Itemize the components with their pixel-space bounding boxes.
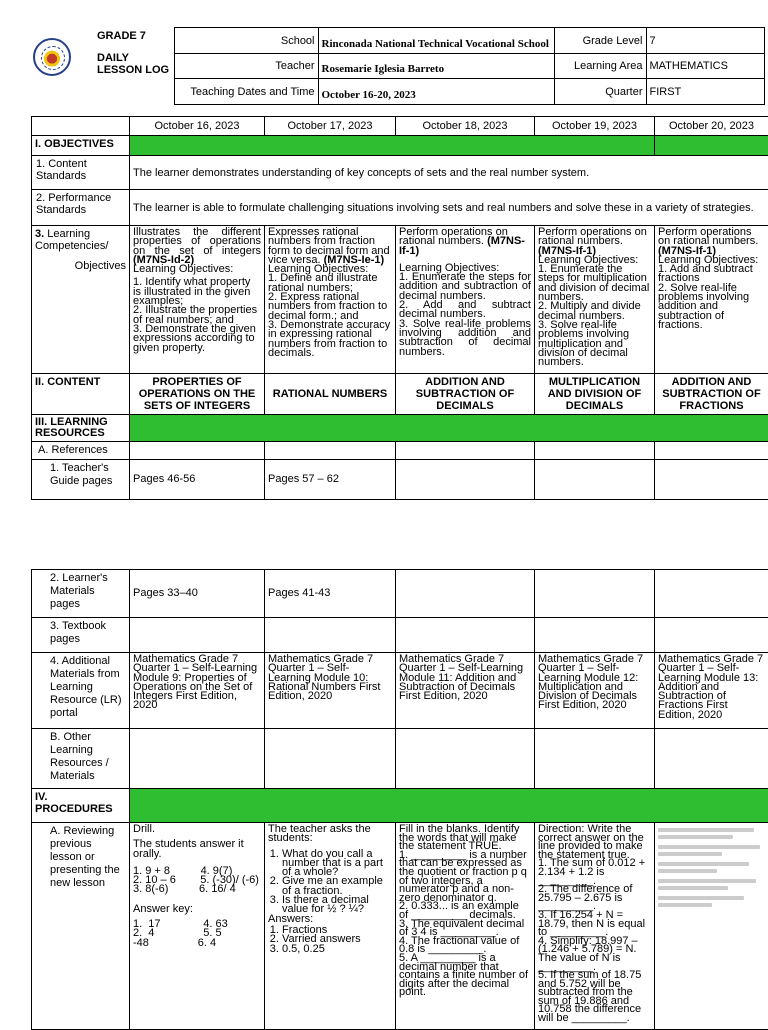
lesson-table-1	[31, 116, 768, 500]
daily-title: DAILY	[97, 52, 169, 64]
content-heading: II. CONTENT	[32, 374, 130, 415]
performance-standards-label: 2. Performance Standards	[32, 190, 130, 226]
day-header-5: October 20, 2023	[655, 117, 768, 136]
lo-list-4: 1. Enumerate the steps for multiplication and division of decimal numbers. 2. Multiply and divide decimal numbers. 3. Solve real-life problems involving multiplication and division of decimal numbers.	[538, 265, 651, 367]
teachers-guide-label: 1. Teacher's Guide pages	[32, 460, 130, 500]
learning-area-value: MATHEMATICS	[646, 54, 764, 79]
textbook-cell-5	[655, 618, 768, 653]
competencies-number: 3.	[35, 228, 44, 240]
procedures-bar	[130, 789, 768, 823]
competency-day-2	[265, 226, 396, 374]
learners-materials-label: 2. Learner's Materials pages	[32, 570, 130, 618]
objectives-bar-end	[655, 136, 768, 156]
other-cell-5	[655, 729, 768, 789]
add-materials-4: Mathematics Grade 7 Quarter 1 – Self-Learning Module 12: Multiplication and Division of Decimals First Edition, 2020	[535, 653, 655, 729]
deped-seal-icon	[33, 38, 71, 76]
tg-pages-5	[655, 460, 768, 500]
lo-title-3: Learning Objectives:	[399, 264, 531, 273]
day-header-3: October 18, 2023	[396, 117, 535, 136]
grade-level-label: Grade Level	[554, 28, 646, 54]
add-materials-3: Mathematics Grade 7 Quarter 1 – Self-Learning Module 11: Addition and Subtraction of Decimals First Edition, 2020	[396, 653, 535, 729]
other-cell-4	[535, 729, 655, 789]
resources-heading: III. LEARNING RESOURCES	[32, 415, 130, 442]
dates-value: October 16-20, 2023	[318, 79, 554, 105]
objectives-bar	[130, 136, 655, 156]
lesson-log-title: LESSON LOG	[97, 64, 169, 76]
question-2: 2. Give me an example of a fraction.	[282, 877, 392, 896]
lesson-table-2	[31, 569, 768, 1030]
performance-standards-text: The learner is able to formulate challenging situations involving sets and real numbers and solve these in a variety of strategies.	[130, 190, 768, 226]
learning-area-label: Learning Area	[554, 54, 646, 79]
day-header-4: October 19, 2023	[535, 117, 655, 136]
review-day-1	[130, 823, 265, 1030]
dates-label: Teaching Dates and Time	[174, 79, 318, 105]
competency-day-5	[655, 226, 768, 374]
answer-3: 3. 0.5, 0.25	[282, 945, 392, 954]
resources-bar	[130, 415, 768, 442]
competencies-label-text: Learning Competencies/	[35, 228, 108, 252]
quarter-label: Quarter	[554, 79, 646, 105]
content-day-5: ADDITION AND SUBTRACTION OF FRACTIONS	[655, 374, 768, 415]
other-cell-3	[396, 729, 535, 789]
header-table	[31, 27, 765, 105]
lo-title-4: Learning Objectives:	[538, 256, 651, 265]
add-materials-2: Mathematics Grade 7 Quarter 1 – Self-Learning Module 10: Rational Numbers First Edition, 2020	[265, 653, 396, 729]
review-day-2	[265, 823, 396, 1030]
competency-text-2: Expresses rational numbers from fraction form to decimal form and vice versa. (M7NS-Ie-1)	[268, 228, 392, 265]
lm-pages-5	[655, 570, 768, 618]
textbook-cell-1	[130, 618, 265, 653]
references-cell-1	[130, 442, 265, 460]
competency-day-1	[130, 226, 265, 374]
answer-2: 2. Varried answers	[282, 935, 392, 944]
review-label: A. Reviewing previous lesson or presenting the new lesson	[32, 823, 130, 1030]
corner-cell	[32, 117, 130, 136]
review-day-4: Direction: Write the correct answer on the line provided to make the statement true. 1. The sum of 0.012 + 2.134 + 1.2 is _________. 2. The difference of 25.795 – 2.675 is _________. 3. If 16.254 + N = 18.79, then N is equal to _________. 4. Simplify: 18.997 – (1.246 + 5.789) = N. The value of N is _________. 5. If the sum of 18.75 and 5.752 will be subtracted from the sum of 19.886 and 10.758 the difference will be _________.	[535, 823, 655, 1030]
content-standards-label: 1. Content Standards	[32, 156, 130, 190]
references-cell-4	[535, 442, 655, 460]
textbook-cell-4	[535, 618, 655, 653]
teacher-value: Rosemarie Iglesia Barreto	[318, 54, 554, 79]
answer-key-title: Answer key:	[133, 905, 261, 914]
lm-pages-4	[535, 570, 655, 618]
competency-day-3	[396, 226, 535, 374]
references-label: A. References	[32, 442, 130, 460]
lo-title-1: Learning Objectives:	[133, 265, 261, 274]
content-day-3: ADDITION AND SUBTRACTION OF DECIMALS	[396, 374, 535, 415]
content-day-2: RATIONAL NUMBERS	[265, 374, 396, 415]
additional-materials-label: 4. Additional Materials from Learning Resource (LR) portal	[32, 653, 130, 729]
textbook-cell-2	[265, 618, 396, 653]
review-day-5	[655, 823, 768, 1030]
school-label: School	[174, 28, 318, 54]
textbook-label: 3. Textbook pages	[32, 618, 130, 653]
tg-pages-1: Pages 46-56	[130, 460, 265, 500]
other-cell-1	[130, 729, 265, 789]
other-cell-2	[265, 729, 396, 789]
textbook-cell-3	[396, 618, 535, 653]
lo-list-5: 1. Add and subtract fractions 2. Solve real-life problems involving addition and subtraction of fractions.	[658, 265, 765, 330]
objectives-label-text: Objectives	[35, 260, 126, 272]
lo-title-2: Learning Objectives:	[268, 265, 392, 274]
lo-title-5: Learning Objectives:	[658, 256, 765, 265]
tg-pages-4	[535, 460, 655, 500]
procedures-heading: IV. PROCEDURES	[32, 789, 130, 823]
quarter-value: FIRST	[646, 79, 764, 105]
other-resources-label: B. Other Learning Resources / Materials	[32, 729, 130, 789]
grade-title: GRADE 7	[97, 30, 169, 42]
answer-key: 1. 17 4. 63 2. 4 5. 5 -48 6. 4	[133, 920, 261, 948]
teacher-asks: The teacher asks the students:	[268, 825, 392, 844]
add-materials-1: Mathematics Grade 7 Quarter 1 – Self-Learning Module 9: Properties of Operations on the Set of Integers First Edition, 2020	[130, 653, 265, 729]
question-3: 3. Is there a decimal value for ½ ? ¼?	[282, 896, 392, 915]
competency-text-4: Perform operations on rational numbers. (M7NS-If-1)	[538, 228, 651, 256]
references-cell-3	[396, 442, 535, 460]
references-cell-5	[655, 442, 768, 460]
question-1: 1. What do you call a number that is a part of a whole?	[282, 850, 392, 878]
day-header-1: October 16, 2023	[130, 117, 265, 136]
answer-1: 1. Fractions	[282, 926, 392, 935]
teacher-label: Teacher	[174, 54, 318, 79]
drill-title: Drill.	[133, 825, 261, 834]
competencies-label	[32, 226, 130, 374]
header-logo-cell	[31, 28, 174, 105]
lm-pages-1: Pages 33–40	[130, 570, 265, 618]
content-day-4: MULTIPLICATION AND DIVISION OF DECIMALS	[535, 374, 655, 415]
content-standards-text: The learner demonstrates understanding of key concepts of sets and the real number system.	[130, 156, 768, 190]
lo-list-1: 1. Identify what property is illustrated in the given examples; 2. Illustrate the properties of real numbers; and 3. Demonstrate the given expressions according to given property.	[133, 278, 261, 352]
grade-level-value: 7	[646, 28, 764, 54]
school-value: Rinconada National Technical Vocational School	[318, 28, 554, 54]
scanned-worksheet-image	[658, 828, 765, 907]
competency-text-5: Perform operations on rational numbers. (M7NS-If-1)	[658, 228, 765, 256]
references-cell-2	[265, 442, 396, 460]
drill-intro: The students answer it orally.	[133, 840, 261, 859]
day-header-2: October 17, 2023	[265, 117, 396, 136]
lo-list-2: 1. Define and illustrate rational numbers; 2. Express rational numbers from fraction to decimal form.; and 3. Demonstrate accuracy in expressing rational numbers from fraction to decimals.	[268, 274, 392, 358]
tg-pages-3	[396, 460, 535, 500]
lm-pages-3	[396, 570, 535, 618]
tg-pages-2: Pages 57 – 62	[265, 460, 396, 500]
content-day-1: PROPERTIES OF OPERATIONS ON THE SETS OF INTEGERS	[130, 374, 265, 415]
competency-day-4	[535, 226, 655, 374]
add-materials-5: Mathematics Grade 7 Quarter 1 – Self-Learning Module 13: Addition and Subtraction of Fractions First Edition, 2020	[655, 653, 768, 729]
lo-list-3: 1. Enumerate the steps for addition and subtraction of decimal numbers. 2. Add and subtract decimal numbers. 3. Solve real-life problems involving addition and subtraction of decimal numbers.	[399, 273, 531, 357]
drill-items: 1. 9 + 8 4. 9(7) 2. 10 – 6 5. (-30)/ (-6) 3. 8(-6) 6. 16/ 4	[133, 867, 261, 895]
competency-text-3: Perform operations on rational numbers. (M7NS-If-1)	[399, 228, 531, 256]
competency-text-1: Illustrates the different properties of operations on the set of integers (M7NS-Id-2)	[133, 228, 261, 265]
answers-title: Answers:	[268, 915, 392, 924]
objectives-heading: I. OBJECTIVES	[32, 136, 130, 156]
lm-pages-2: Pages 41-43	[265, 570, 396, 618]
review-day-3: Fill in the blanks. Identify the words that will make the statement TRUE. 1. _________ is a number that can be expressed as the quotient or fraction p q of two integers, a numerator p and a non-zero denominator q. 2. 0.333... is an example of _________ decimals. 3. The equivalent decimal of 3 4 is _________. 4. The fractional value of 0.8 is _________. 5. A _________ is a decimal number that contains a finite number of digits after the decimal point.	[396, 823, 535, 1030]
